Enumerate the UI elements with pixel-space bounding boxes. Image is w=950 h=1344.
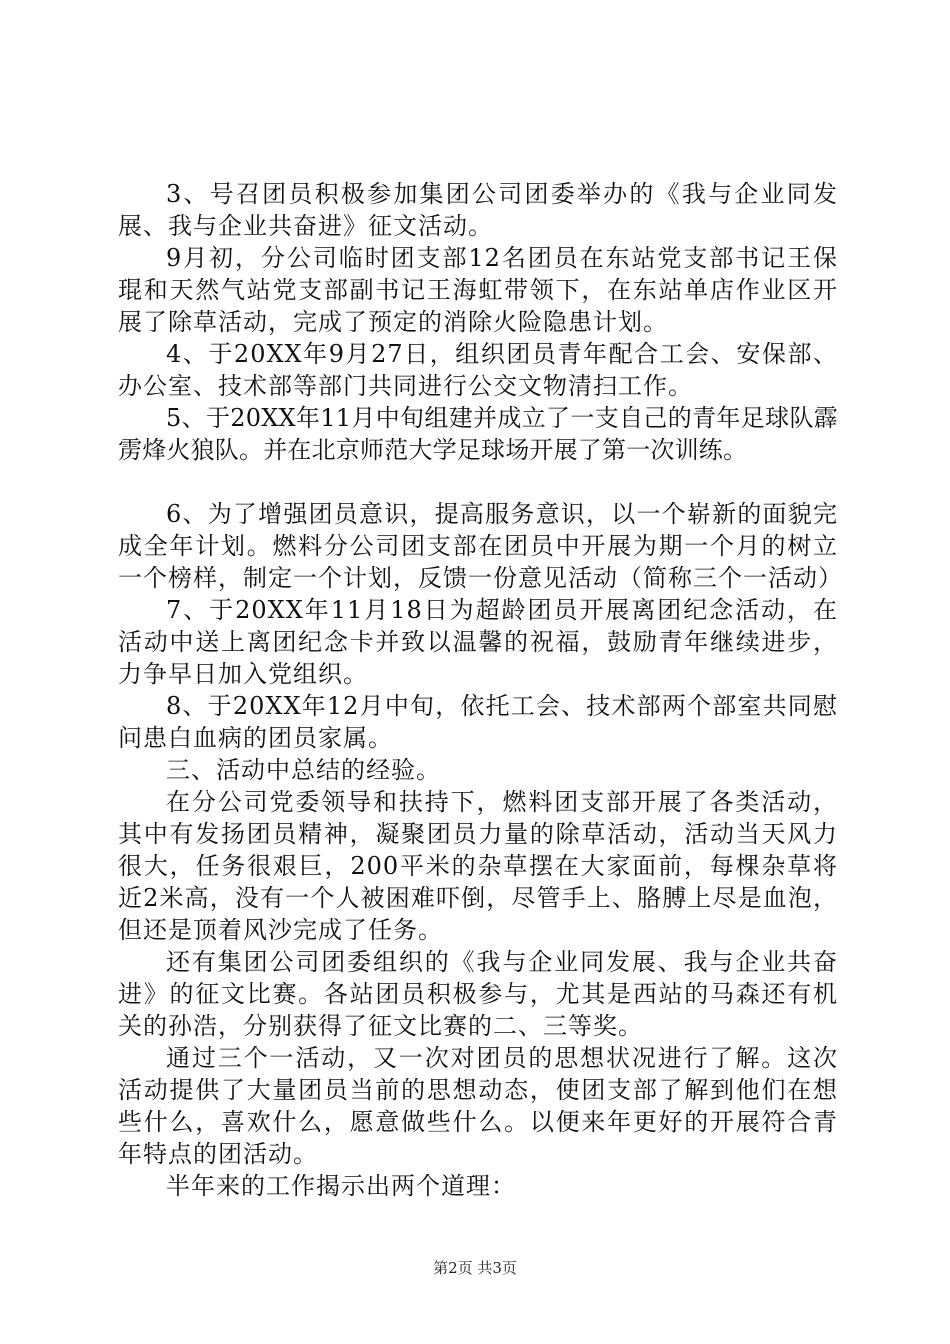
paragraph-gap bbox=[118, 466, 838, 498]
section-heading-experience: 三、活动中总结的经验。 bbox=[166, 756, 441, 784]
paragraph-three-one-activity: 通过三个一活动，又一次对团员的思想状况进行了解。这次活动提供了大量团员当前的思想动态，使团支部了解到他们在想些什么，喜欢什么，愿意做些什么。以便来年更好的开展符合青年特点的团活动。 bbox=[118, 1044, 838, 1168]
paragraph-item-5: 5、于20XX年11月中旬组建并成立了一支自己的青年足球队霹雳烽火狼队。并在北京师范大学足球场开展了第一次训练。 bbox=[118, 404, 838, 464]
paragraph-experience-weeding: 在分公司党委领导和扶持下，燃料团支部开展了各类活动，其中有发扬团员精神，凝聚团员力量的除草活动，活动当天风力很大，任务很艰巨，200平米的杂草摆在大家面前，每棵杂草将近2米高，没有一个人被困难吓倒，尽管手上、胳膊上尽是血泡，但还是顶着风沙完成了任务。 bbox=[118, 788, 838, 944]
paragraph-item-3: 3、号召团员积极参加集团公司团委举办的《我与企业同发展、我与企业共奋进》征文活动。 bbox=[118, 180, 838, 240]
paragraph-essay-contest: 还有集团公司团委组织的《我与企业同发展、我与企业共奋进》的征文比赛。各站团员积极参与，尤其是西站的马森还有机关的孙浩，分别获得了征文比赛的二、三等奖。 bbox=[118, 948, 838, 1040]
document-body bbox=[118, 178, 843, 1202]
paragraph-item-7: 7、于20XX年11月18日为超龄团员开展离团纪念活动，在活动中送上离团纪念卡并致以温馨的祝福，鼓励青年继续进步，力争早日加入党组织。 bbox=[118, 596, 838, 688]
paragraph-item-6: 6、为了增强团员意识，提高服务意识，以一个崭新的面貌完成全年计划。燃料分公司团支部在团员中开展为期一个月的树立一个榜样，制定一个计划，反馈一份意见活动（简称三个一活动） bbox=[118, 500, 843, 592]
paragraph-weeding-activity: 9月初，分公司临时团支部12名团员在东站党支部书记王保琨和天然气站党支部副书记王海虹带领下，在东站单店作业区开展了除草活动，完成了预定的消除火险隐患计划。 bbox=[118, 244, 838, 336]
paragraph-two-lessons: 半年来的工作揭示出两个道理： bbox=[166, 1172, 516, 1200]
page-number-footer: 第2页 共3页 bbox=[433, 1259, 517, 1277]
paragraph-item-8: 8、于20XX年12月中旬，依托工会、技术部两个部室共同慰问患白血病的团员家属。 bbox=[118, 692, 838, 752]
paragraph-item-4: 4、于20XX年9月27日，组织团员青年配合工会、安保部、办公室、技术部等部门共同进行公交文物清扫工作。 bbox=[118, 340, 838, 400]
